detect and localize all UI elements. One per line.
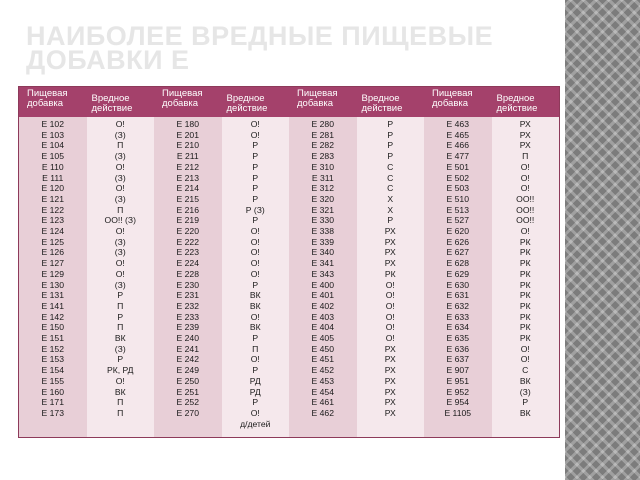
- additive-code: Е 212: [176, 161, 199, 172]
- additive-code: Е 121: [41, 193, 64, 204]
- additive-code: Е 452: [311, 365, 334, 376]
- harm-effect: (З): [519, 386, 531, 397]
- harm-effect: О!: [385, 290, 395, 301]
- additive-code: Е 219: [176, 215, 199, 226]
- additive-code: Е 310: [311, 161, 334, 172]
- additive-code: Е 173: [41, 407, 64, 418]
- header-effect-1: Вредное действие: [91, 93, 133, 114]
- additive-code: Е 312: [311, 183, 334, 194]
- additive-code: Е 1105: [444, 407, 472, 418]
- header-effect-3: Вредное действие: [361, 93, 403, 114]
- additive-code: Е 201: [176, 129, 199, 140]
- additive-code: Е 232: [176, 300, 199, 311]
- additive-code: Е 249: [176, 365, 199, 376]
- additive-code: Е 626: [446, 236, 469, 247]
- harm-effect: РК, РД: [107, 365, 134, 376]
- additive-code: Е 627: [446, 247, 469, 258]
- harm-effect: О!: [115, 183, 125, 194]
- additive-code: Е 124: [41, 226, 64, 237]
- harm-effect: С: [387, 183, 394, 194]
- harm-effect: (З): [114, 247, 126, 258]
- harm-effect: О!: [250, 236, 260, 247]
- harm-effect: Р: [252, 215, 259, 226]
- additive-code: Е 152: [41, 343, 64, 354]
- harm-effect: РХ: [384, 343, 396, 354]
- harm-effect: Р: [387, 215, 394, 226]
- harm-effect: С: [387, 161, 394, 172]
- additive-code: Е 462: [311, 407, 334, 418]
- harm-effect: П: [117, 300, 124, 311]
- harm-effect: Р: [252, 151, 259, 162]
- harm-effect: Р (З): [245, 204, 265, 215]
- additive-code: Е 463: [446, 119, 469, 129]
- harm-effect: РХ: [384, 365, 396, 376]
- additive-code: Е 251: [176, 386, 199, 397]
- harm-effect: С: [522, 365, 529, 376]
- additive-code: Е 402: [311, 300, 334, 311]
- harm-effect: д/детей: [240, 418, 271, 429]
- additive-code: Е 339: [311, 236, 334, 247]
- harm-effect: РК: [519, 279, 531, 290]
- harm-effect: ОО!!: [516, 204, 535, 215]
- additive-code: Е 635: [446, 333, 469, 344]
- additive-code: Е 239: [176, 322, 199, 333]
- additive-code: Е 224: [176, 258, 199, 269]
- harm-effect: РХ: [519, 129, 531, 140]
- additive-code: Е 403: [311, 311, 334, 322]
- additive-code: Е 501: [446, 161, 469, 172]
- additive-code: Е 450: [311, 343, 334, 354]
- harm-effect: О!: [115, 119, 125, 129]
- harm-effect: О!: [250, 119, 260, 129]
- harm-effect: О!: [385, 300, 395, 311]
- harm-effect: РХ: [384, 397, 396, 408]
- harm-effect: РК: [519, 333, 531, 344]
- additive-code: Е 102: [41, 119, 64, 129]
- column-additive-codes-3: [289, 117, 357, 437]
- harm-effect: О!: [115, 375, 125, 386]
- harm-effect: С: [387, 172, 394, 183]
- harm-effect: ВК: [114, 386, 126, 397]
- harm-effect: ВК: [519, 375, 531, 386]
- harm-effect: П: [117, 407, 124, 418]
- additive-code: Е 127: [41, 258, 64, 269]
- additive-code: Е 636: [446, 343, 469, 354]
- additive-code: Е 951: [446, 375, 469, 386]
- harm-effect: ВК: [249, 290, 261, 301]
- harm-effect: РХ: [384, 375, 396, 386]
- harm-effect: П: [117, 397, 124, 408]
- harm-effect: Р: [117, 311, 124, 322]
- harm-effect: (З): [114, 279, 126, 290]
- harm-effect: (З): [114, 172, 126, 183]
- additive-code: Е 451: [311, 354, 334, 365]
- additive-code: Е 630: [446, 279, 469, 290]
- harm-effect: О!: [250, 407, 260, 418]
- additive-code: Е 155: [41, 375, 64, 386]
- column-additive-codes-2: [154, 117, 222, 437]
- additive-code: Е 510: [446, 193, 469, 204]
- harm-effect: О!: [250, 247, 260, 258]
- harm-effect: О!: [250, 226, 260, 237]
- additive-code: Е 129: [41, 268, 64, 279]
- additive-code: Е 130: [41, 279, 64, 290]
- additive-code: Е 216: [176, 204, 199, 215]
- additive-code: Е 404: [311, 322, 334, 333]
- additive-code: Е 104: [41, 140, 64, 151]
- column-effects-1: [87, 117, 155, 437]
- additive-code: Е 123: [41, 215, 64, 226]
- harm-effect: Р: [252, 397, 259, 408]
- header-additive-4: Пищевая добавка: [432, 88, 473, 109]
- decorative-stripe: [565, 0, 640, 480]
- harm-effect: О!: [250, 129, 260, 140]
- harm-effect: ВК: [249, 322, 261, 333]
- harm-effect: Р: [522, 397, 529, 408]
- harm-effect: РК: [519, 322, 531, 333]
- additive-code: Е 633: [446, 311, 469, 322]
- additive-code: Е 153: [41, 354, 64, 365]
- additive-code: Е 400: [311, 279, 334, 290]
- harm-effect: П: [117, 140, 124, 151]
- additive-code: Е 270: [176, 407, 199, 418]
- harm-effect: Р: [387, 119, 394, 129]
- harm-effect: П: [522, 151, 529, 162]
- additive-code: Е 465: [446, 129, 469, 140]
- additive-code: Е 466: [446, 140, 469, 151]
- additive-code: Е 620: [446, 226, 469, 237]
- harm-effect: О!: [385, 279, 395, 290]
- additive-code: Е 461: [311, 397, 334, 408]
- additive-code: Е 233: [176, 311, 199, 322]
- additive-code: Е 330: [311, 215, 334, 226]
- harm-effect: РХ: [384, 226, 396, 237]
- additive-code: Е 907: [446, 365, 469, 376]
- harm-effect: О!: [385, 322, 395, 333]
- harm-effect: РХ: [384, 407, 396, 418]
- additive-code: Е 513: [446, 204, 469, 215]
- additive-code: Е 103: [41, 129, 64, 140]
- additive-code: Е 628: [446, 258, 469, 269]
- additive-code: Е 629: [446, 268, 469, 279]
- harm-effect: О!: [520, 354, 530, 365]
- additive-code: Е 111: [42, 172, 64, 183]
- harm-effect: О!: [520, 343, 530, 354]
- additive-code: Е 280: [311, 119, 334, 129]
- additive-code: Е 131: [41, 290, 64, 301]
- harm-effect: О!: [520, 161, 530, 172]
- table-header: [19, 87, 559, 117]
- harm-effect: Р: [252, 183, 259, 194]
- additive-code: Е 240: [176, 333, 199, 344]
- harm-effect: РД: [249, 375, 261, 386]
- harm-effect: Р: [252, 140, 259, 151]
- harm-effect: Р: [252, 161, 259, 172]
- additive-code: Е 215: [176, 193, 199, 204]
- harm-effect: РХ: [519, 140, 531, 151]
- additive-code: Е 281: [311, 129, 334, 140]
- additive-code: Е 242: [176, 354, 199, 365]
- additives-table: [18, 86, 560, 438]
- additive-code: Е 252: [176, 397, 199, 408]
- additive-code: Е 230: [176, 279, 199, 290]
- harm-effect: ВК: [519, 407, 531, 418]
- additive-code: Е 151: [41, 333, 64, 344]
- additive-code: Е 141: [41, 300, 64, 311]
- additive-code: Е 171: [41, 397, 64, 408]
- harm-effect: П: [252, 343, 259, 354]
- harm-effect: О!: [115, 161, 125, 172]
- harm-effect: ОО!!: [516, 193, 535, 204]
- harm-effect: Х: [387, 204, 394, 215]
- harm-effect: Р: [387, 140, 394, 151]
- additive-code: Е 503: [446, 183, 469, 194]
- harm-effect: О!: [115, 258, 125, 269]
- harm-effect: РХ: [384, 236, 396, 247]
- additive-code: Е 637: [446, 354, 469, 365]
- additive-code: Е 228: [176, 268, 199, 279]
- additive-code: Е 160: [41, 386, 64, 397]
- harm-effect: (З): [114, 193, 126, 204]
- header-additive-2: Пищевая добавка: [162, 88, 203, 109]
- additive-code: Е 223: [176, 247, 199, 258]
- harm-effect: О!: [115, 268, 125, 279]
- harm-effect: (З): [114, 129, 126, 140]
- additive-code: Е 952: [446, 386, 469, 397]
- additive-code: Е 632: [446, 300, 469, 311]
- additive-code: Е 634: [446, 322, 469, 333]
- harm-effect: О!: [250, 311, 260, 322]
- harm-effect: П: [117, 204, 124, 215]
- additive-code: Е 180: [176, 119, 199, 129]
- column-effects-4: [492, 117, 560, 437]
- additive-code: Е 214: [176, 183, 199, 194]
- table-body: [19, 117, 559, 437]
- additive-code: Е 110: [41, 161, 64, 172]
- harm-effect: РК: [519, 236, 531, 247]
- page-title: НАИБОЛЕЕ ВРЕДНЫЕ ПИЩЕВЫЕ ДОБАВКИ Е: [26, 21, 494, 75]
- harm-effect: РК: [519, 300, 531, 311]
- harm-effect: РД: [249, 386, 261, 397]
- additive-code: Е 126: [41, 247, 64, 258]
- additive-code: Е 340: [311, 247, 334, 258]
- harm-effect: О!: [385, 333, 395, 344]
- additive-code: Е 527: [446, 215, 469, 226]
- harm-effect: Р: [252, 365, 259, 376]
- column-effects-3: [357, 117, 425, 437]
- additive-code: Е 405: [311, 333, 334, 344]
- harm-effect: РК: [519, 258, 531, 269]
- additive-code: Е 502: [446, 172, 469, 183]
- additive-code: Е 343: [311, 268, 334, 279]
- harm-effect: О!: [520, 183, 530, 194]
- harm-effect: РК: [519, 247, 531, 258]
- harm-effect: (З): [114, 151, 126, 162]
- harm-effect: Р: [252, 279, 259, 290]
- harm-effect: О!: [115, 226, 125, 237]
- harm-effect: П: [117, 322, 124, 333]
- harm-effect: РК: [384, 268, 396, 279]
- harm-effect: ОО!! (З): [104, 215, 136, 226]
- additive-code: Е 320: [311, 193, 334, 204]
- additive-code: Е 477: [446, 151, 469, 162]
- additive-code: Е 282: [311, 140, 334, 151]
- header-additive-3: Пищевая добавка: [297, 88, 338, 109]
- additive-code: Е 341: [311, 258, 334, 269]
- additive-code: Е 283: [311, 151, 334, 162]
- additive-code: Е 210: [176, 140, 199, 151]
- harm-effect: ВК: [114, 333, 126, 344]
- additive-code: Е 220: [176, 226, 199, 237]
- harm-effect: РК: [519, 311, 531, 322]
- harm-effect: РК: [519, 268, 531, 279]
- additive-code: Е 231: [176, 290, 199, 301]
- harm-effect: (З): [114, 236, 126, 247]
- harm-effect: О!: [250, 258, 260, 269]
- harm-effect: О!: [250, 354, 260, 365]
- additive-code: Е 222: [176, 236, 199, 247]
- harm-effect: О!: [250, 268, 260, 279]
- additive-code: Е 453: [311, 375, 334, 386]
- harm-effect: Р: [252, 333, 259, 344]
- additive-code: Е 150: [41, 322, 64, 333]
- harm-effect: ОО!!: [516, 215, 535, 226]
- additive-code: Е 250: [176, 375, 199, 386]
- additive-code: Е 154: [41, 365, 64, 376]
- harm-effect: О!: [520, 172, 530, 183]
- additive-code: Е 401: [311, 290, 334, 301]
- additive-code: Е 631: [446, 290, 469, 301]
- harm-effect: Р: [387, 129, 394, 140]
- additive-code: Е 213: [176, 172, 199, 183]
- column-additive-codes-1: [19, 117, 87, 437]
- additive-code: Е 954: [446, 397, 469, 408]
- header-effect-2: Вредное действие: [226, 93, 268, 114]
- harm-effect: РХ: [384, 258, 396, 269]
- additive-code: Е 211: [176, 151, 199, 162]
- harm-effect: РХ: [384, 247, 396, 258]
- column-effects-2: [222, 117, 290, 437]
- harm-effect: Р: [387, 151, 394, 162]
- harm-effect: РХ: [384, 354, 396, 365]
- additive-code: Е 122: [41, 204, 64, 215]
- column-additive-codes-4: [424, 117, 492, 437]
- harm-effect: ВК: [249, 300, 261, 311]
- harm-effect: РК: [519, 290, 531, 301]
- harm-effect: Р: [252, 172, 259, 183]
- additive-code: Е 105: [41, 151, 64, 162]
- harm-effect: Р: [252, 193, 259, 204]
- harm-effect: Р: [117, 290, 124, 301]
- additive-code: Е 338: [311, 226, 334, 237]
- additive-code: Е 120: [41, 183, 64, 194]
- additive-code: Е 454: [311, 386, 334, 397]
- harm-effect: РХ: [384, 386, 396, 397]
- harm-effect: Р: [117, 354, 124, 365]
- header-additive-1: Пищевая добавка: [27, 88, 68, 109]
- harm-effect: РХ: [519, 119, 531, 129]
- harm-effect: (З): [114, 343, 126, 354]
- additive-code: Е 125: [41, 236, 64, 247]
- harm-effect: Х: [387, 193, 394, 204]
- header-effect-4: Вредное действие: [496, 93, 538, 114]
- additive-code: Е 241: [176, 343, 199, 354]
- additive-code: Е 142: [41, 311, 64, 322]
- harm-effect: О!: [520, 226, 530, 237]
- harm-effect: О!: [385, 311, 395, 322]
- additive-code: Е 311: [311, 172, 334, 183]
- additive-code: Е 321: [311, 204, 334, 215]
